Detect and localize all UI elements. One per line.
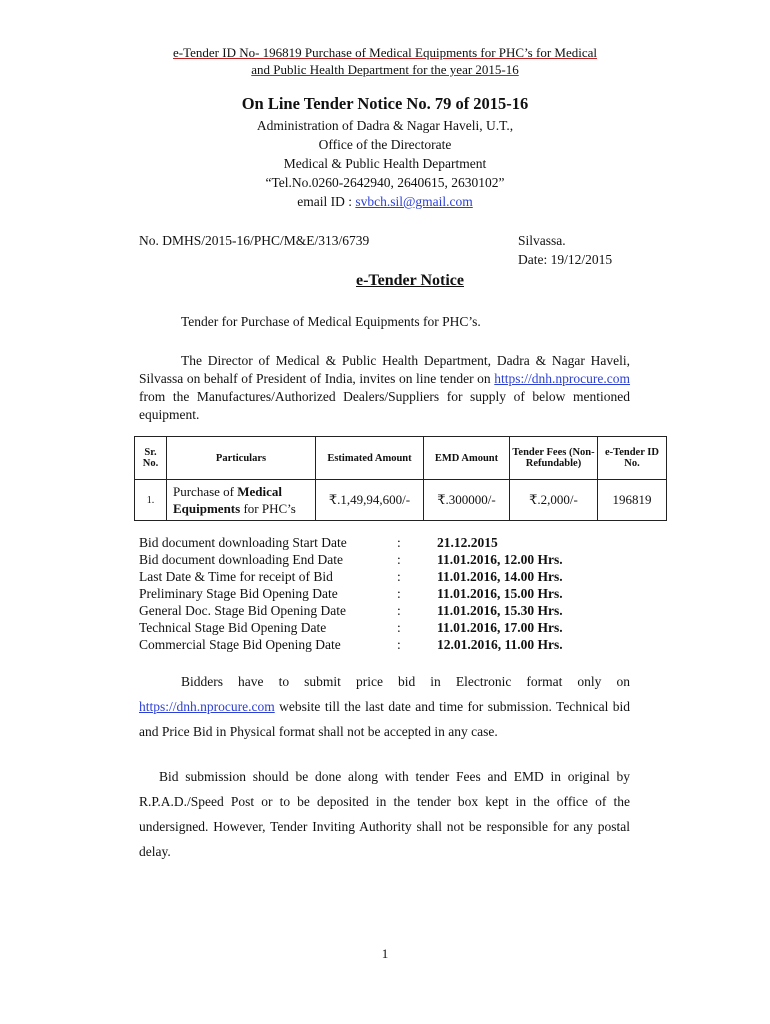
header-estimated: Estimated Amount	[316, 437, 424, 480]
etender-heading: e-Tender Notice	[356, 272, 464, 289]
intro-text-2: from the Manufactures/Authorized Dealers/Suppliers for supply of below mentioned equipment.	[139, 389, 630, 422]
telephone-line: “Tel.No.0260-2642940, 2640615, 2630102”	[265, 175, 505, 190]
cell-fees: ₹.2,000/-	[510, 480, 598, 521]
place: Silvassa.	[518, 233, 566, 248]
cell-sr: 1.	[135, 480, 167, 521]
cell-emd: ₹.300000/-	[424, 480, 510, 521]
table-row	[135, 480, 667, 521]
administration-line: Administration of Dadra & Nagar Haveli, U.T.,	[256, 118, 514, 133]
cell-particulars	[167, 480, 316, 521]
date-colon: :	[397, 552, 401, 567]
date-label: Bid document downloading Start Date	[139, 535, 347, 550]
date-label: Preliminary Stage Bid Opening Date	[139, 586, 338, 601]
bidders-text-1: Bidders have to submit price bid in Electronic format only on	[181, 674, 630, 689]
submission-paragraph: Bid submission should be done along with tender Fees and EMD in original by R.P.A.D./Speed Post or to be deposited in the tender box kept in the office of the undersigned. However, Tender Inviting Authority shall not be responsible for any postal delay.	[139, 769, 630, 859]
page-number: 1	[381, 946, 389, 961]
date-label: General Doc. Stage Bid Opening Date	[139, 603, 346, 618]
date-colon: :	[397, 535, 401, 550]
date-colon: :	[397, 603, 401, 618]
date-value: 11.01.2016, 15.00 Hrs.	[437, 586, 563, 601]
bidders-nprocure-link[interactable]: https://dnh.nprocure.com	[139, 699, 275, 714]
date-colon: :	[397, 637, 401, 652]
cell-etender-id: 196819	[598, 480, 667, 521]
particulars-post: for PHC’s	[240, 501, 296, 516]
header-sr: Sr. No.	[135, 437, 167, 480]
bidders-text-2: website till the last date and time for submission. Technical bid and Price Bid in Physical format shall not be accepted in any case.	[139, 699, 630, 739]
date-value: 11.01.2016, 15.30 Hrs.	[437, 603, 563, 618]
header-emd: EMD Amount	[424, 437, 510, 480]
particulars-bold-1: Medical	[237, 484, 283, 499]
notice-title: On Line Tender Notice No. 79 of 2015-16	[241, 94, 529, 113]
reference-number: No. DMHS/2015-16/PHC/M&E/313/6739	[139, 233, 370, 248]
bidders-paragraph	[139, 669, 630, 744]
subject-line: Tender for Purchase of Medical Equipments for PHC’s.	[181, 314, 481, 329]
header-particulars: Particulars	[167, 437, 316, 480]
header-etender-id: e-Tender ID No.	[598, 437, 667, 480]
header-fees: Tender Fees (Non-Refundable)	[510, 437, 598, 480]
date-colon: :	[397, 569, 401, 584]
email-line	[0, 194, 770, 210]
header-line-2: and Public Health Department for the year 2015-16	[251, 62, 519, 77]
document-header	[0, 44, 770, 78]
particulars-bold-2: Equipments	[173, 501, 241, 516]
table-header-row	[135, 437, 667, 480]
intro-text-1: The Director of Medical & Public Health Department, Dadra & Nagar Haveli, Silvassa on behalf of President of India, invites on line tender on	[139, 353, 630, 386]
tender-table	[134, 436, 667, 521]
date-colon: :	[397, 620, 401, 635]
notice-date: Date: 19/12/2015	[518, 252, 613, 267]
date-value: 12.01.2016, 11.00 Hrs.	[437, 637, 563, 652]
date-label: Technical Stage Bid Opening Date	[139, 620, 327, 635]
date-label: Last Date & Time for receipt of Bid	[139, 569, 333, 584]
cell-estimated: ₹.1,49,94,600/-	[316, 480, 424, 521]
intro-paragraph	[139, 352, 630, 424]
email-label: email ID :	[297, 194, 356, 209]
date-value: 21.12.2015	[437, 535, 498, 550]
date-label: Bid document downloading End Date	[139, 552, 343, 567]
particulars-pre: Purchase of	[173, 484, 238, 499]
date-value: 11.01.2016, 14.00 Hrs.	[437, 569, 563, 584]
date-value: 11.01.2016, 12.00 Hrs.	[437, 552, 563, 567]
date-label: Commercial Stage Bid Opening Date	[139, 637, 341, 652]
date-value: 11.01.2016, 17.00 Hrs.	[437, 620, 563, 635]
office-line: Office of the Directorate	[318, 137, 452, 152]
header-line-1: e-Tender ID No- 196819 Purchase of Medical Equipments for PHC’s for Medical	[172, 45, 597, 60]
date-colon: :	[397, 586, 401, 601]
intro-nprocure-link[interactable]: https://dnh.nprocure.com	[494, 371, 631, 386]
department-line: Medical & Public Health Department	[283, 156, 487, 171]
email-link[interactable]: svbch.sil@gmail.com	[355, 194, 473, 209]
